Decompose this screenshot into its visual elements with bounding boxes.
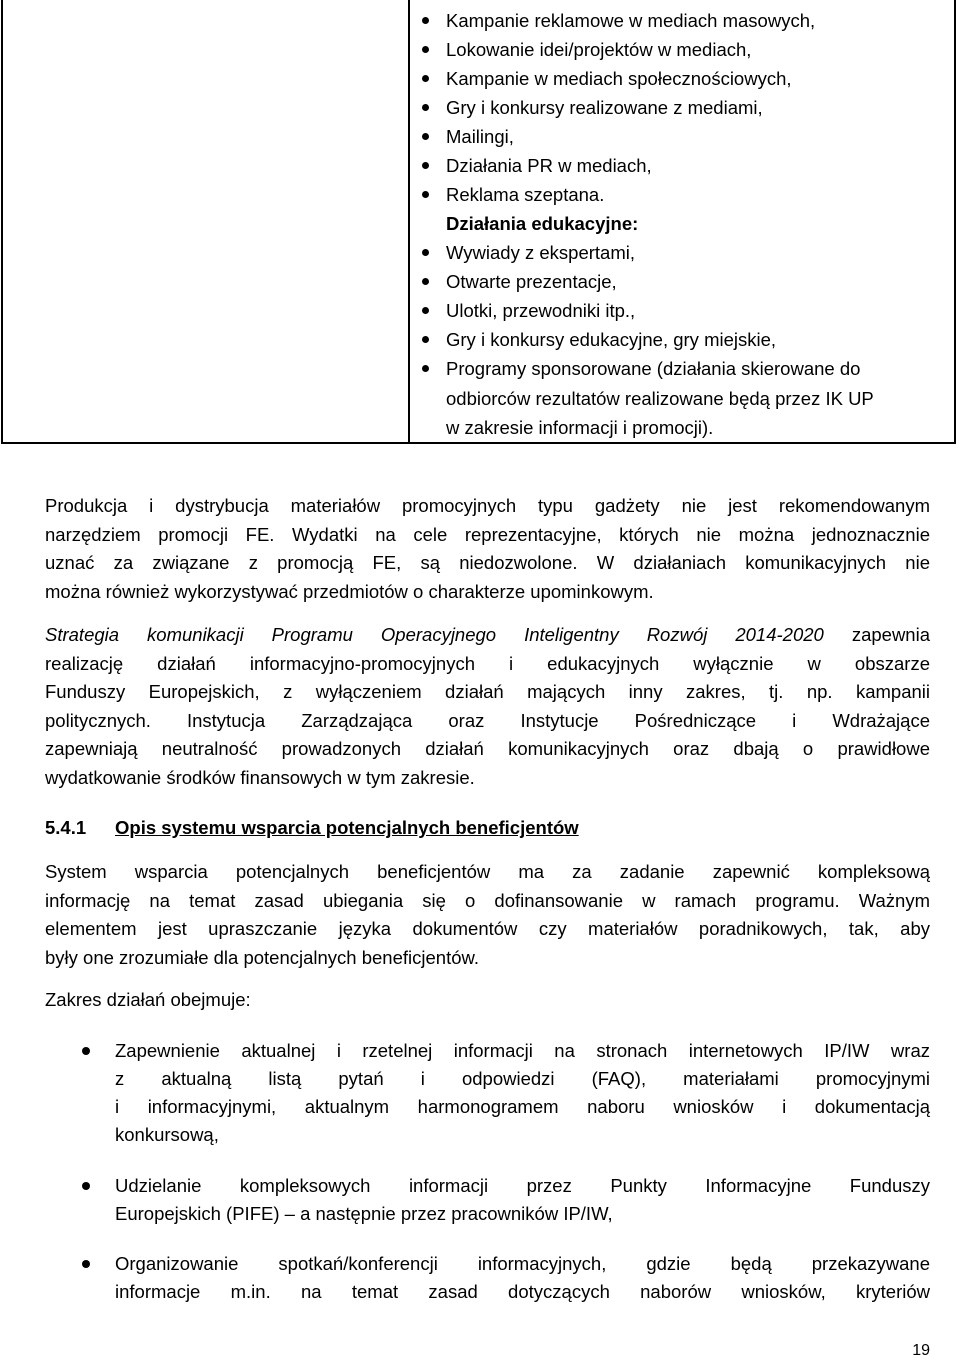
list-item: Kampanie w mediach społecznościowych, (405, 64, 953, 93)
paragraph-line (45, 621, 930, 650)
paragraph-line: zapewniają neutralność prowadzonych działań komunikacyjnych oraz dbają o prawidłowe (45, 738, 930, 759)
paragraph-line: Funduszy Europejskich, z wyłączeniem działań mających inny zakres, tj. np. kampanii (45, 681, 930, 702)
list-item: Lokowanie idei/projektów w mediach, (405, 35, 953, 64)
scope-label: Zakres działań obejmuje: (45, 989, 251, 1010)
section-number: 5.4.1 (45, 817, 87, 838)
list-item: Ulotki, przewodniki itp., (405, 296, 953, 325)
list-item-line: Organizowanie spotkań/konferencji informacyjnych, gdzie będą przekazywane (115, 1253, 930, 1274)
paragraph-line: narzędziem promocji FE. Wydatki na cele reprezentacyjne, których nie można jednoznacznie (45, 523, 930, 545)
paragraph-line: realizację działań informacyjno-promocyjnych i edukacyjnych wyłącznie w obszarze (45, 652, 930, 674)
list-item-line: informacje m.in. na temat zasad dotyczących naborów wniosków, kryteriów (115, 1281, 930, 1302)
section-heading (45, 814, 579, 842)
list-item (45, 1250, 930, 1306)
list-item-line: z aktualną listą pytań i odpowiedzi (FAQ), materiałami promocyjnymi (115, 1068, 930, 1089)
list-item-line: Zapewnienie aktualnej i rzetelnej informacji na stronach internetowych IP/IW wraz (115, 1040, 930, 1061)
list-item-line: Europejskich (PIFE) – a następnie przez pracowników IP/IW, (115, 1203, 613, 1224)
strategy-title: Strategia komunikacji Programu Operacyjnego Inteligentny Rozwój 2014-2020 (45, 624, 824, 645)
list-item: Reklama szeptana. (405, 180, 953, 209)
paragraph-promo-materials (45, 492, 930, 606)
paragraph-support-system (45, 858, 930, 972)
list-item: Gry i konkursy realizowane z mediami, (405, 93, 953, 122)
list-item-line: w zakresie informacji i promocji). (446, 417, 714, 438)
list-item: Mailingi, (405, 122, 953, 151)
paragraph-line: wydatkowanie środków finansowych w tym zakresie. (45, 766, 475, 788)
paragraph-strategy (45, 621, 930, 792)
paragraph-line: uznać za związane z promocją FE, są niedozwolone. W działaniach komunikacyjnych nie (45, 552, 930, 573)
list-item (45, 1037, 930, 1149)
section-title: Opis systemu wsparcia potencjalnych beneficjentów (115, 817, 579, 838)
list-item-line: i informacyjnymi, aktualnym harmonogramem naboru wniosków i dokumentacją (115, 1096, 930, 1117)
paragraph-line: Produkcja i dystrybucja materiałów promocyjnych typu gadżety nie jest rekomendowanym (45, 495, 930, 516)
paragraph-line: System wsparcia potencjalnych beneficjentów ma za zadanie zapewnić kompleksową (45, 861, 930, 882)
list-item: Kampanie reklamowe w mediach masowych, (405, 6, 953, 35)
scope-list (45, 1037, 930, 1324)
list-item: Gry i konkursy edukacyjne, gry miejskie, (405, 325, 953, 354)
list-item: Działania PR w mediach, (405, 151, 953, 180)
list-item-line: Udzielanie kompleksowych informacji przez Punkty Informacyjne Funduszy (115, 1175, 930, 1196)
list-item: Otwarte prezentacje, (405, 267, 953, 296)
page-number: 19 (912, 1342, 930, 1359)
table-cell-list (405, 6, 953, 443)
list-item-line: odbiorców rezultatów realizowane będą przez IK UP (446, 387, 874, 409)
paragraph-text: zapewnia (823, 624, 930, 645)
paragraph-line: były one zrozumiałe dla potencjalnych beneficjentów. (45, 946, 479, 968)
paragraph-line: politycznych. Instytucja Zarządzająca oraz Instytucje Pośredniczące i Wdrażające (45, 709, 930, 731)
list-item: Wywiady z ekspertami, (405, 238, 953, 267)
list-item-line: konkursową, (115, 1124, 219, 1145)
list-item (405, 354, 953, 443)
table-subheading: Działania edukacyjne: (446, 213, 639, 234)
paragraph-line: elementem jest upraszczanie języka dokumentów czy materiałów poradnikowych, tak, aby (45, 918, 930, 939)
list-item (45, 1172, 930, 1228)
paragraph-line: można również wykorzystywać przedmiotów o charakterze upominkowym. (45, 580, 654, 602)
paragraph-line: informację na temat zasad ubiegania się o dofinansowanie w ramach programu. Ważnym (45, 889, 930, 911)
list-item-line: Programy sponsorowane (działania skierowane do (446, 358, 861, 379)
